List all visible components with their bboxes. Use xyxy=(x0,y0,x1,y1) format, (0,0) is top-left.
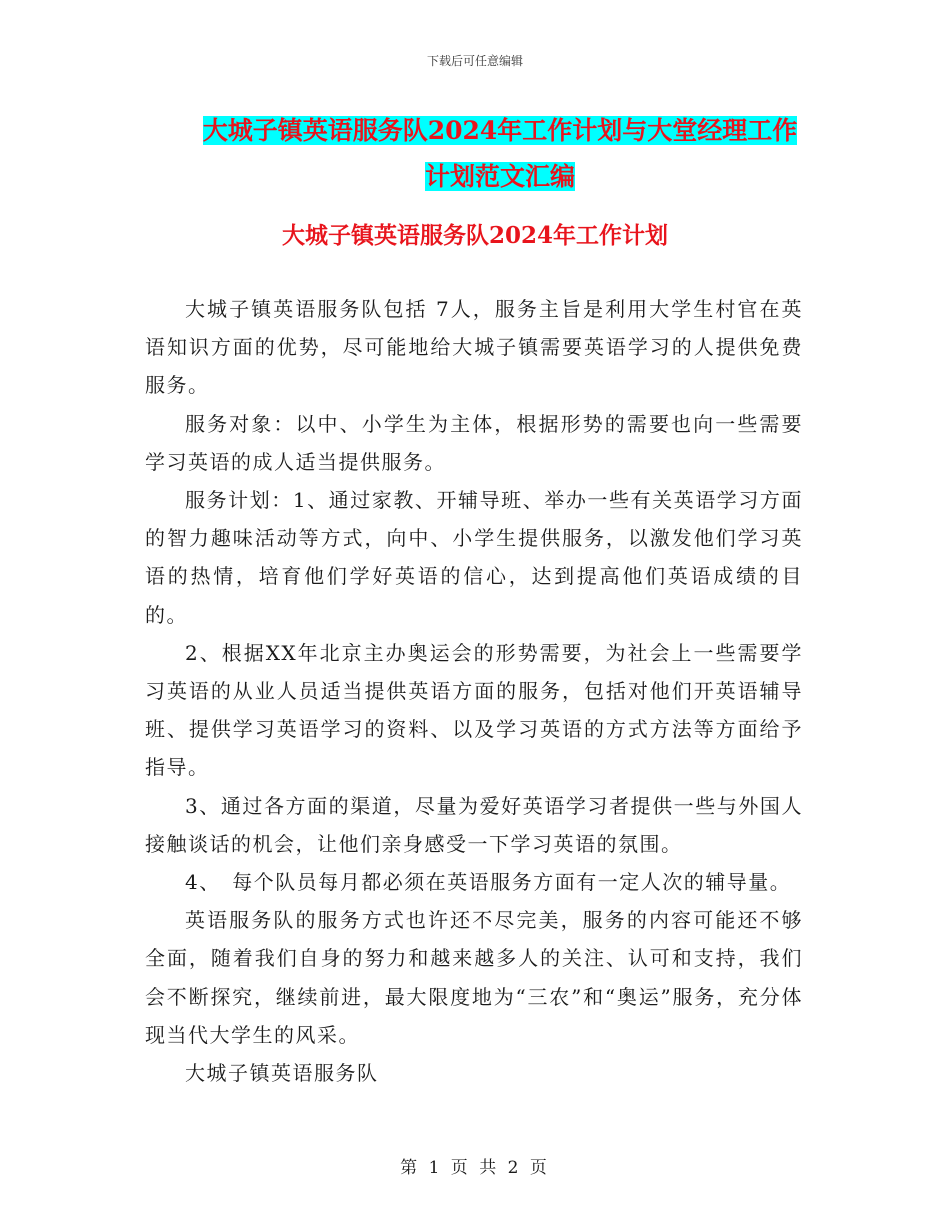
document-title-line-2: 计划范文汇编 xyxy=(424,162,575,191)
paragraph-service-plan-3: 3、通过各方面的渠道，尽量为爱好英语学习者提供一些与外国人接触谈话的机会，让他们亲身感受一下学习英语的氛围。 xyxy=(145,793,803,856)
section-heading: 大城子镇英语服务队2024年工作计划 xyxy=(281,222,668,249)
paragraph-service-plan-4: 4、 每个队员每月都必须在英语服务方面有一定人次的辅导量。 xyxy=(185,870,792,895)
page-header-note: 下载后可任意编辑 xyxy=(426,54,523,68)
paragraph-conclusion: 英语服务队的服务方式也许还不尽完美，服务的内容可能还不够全面，随着我们自身的努力和越来越多人的关注、认可和支持，我们会不断探究，继续前进，最大限度地为“三农”和“奥运”服务，充分体现当代大学生的风采。 xyxy=(145,908,803,1047)
page-number: 第 1 页 共 2 页 xyxy=(400,1158,550,1178)
paragraph-service-targets: 服务对象：以中、小学生为主体，根据形势的需要也向一些需要学习英语的成人适当提供服务。 xyxy=(145,411,803,474)
paragraph-service-plan-1: 服务计划：1、通过家教、开辅导班、举办一些有关英语学习方面的智力趣味活动等方式，向中、小学生提供服务，以激发他们学习英语的热情，培育他们学好英语的信心，达到提高他们英语成绩的目的。 xyxy=(145,488,803,627)
paragraph-service-plan-2: 2、根据XX年北京主办奥运会的形势需要，为社会上一些需要学习英语的从业人员适当提供英语方面的服务，包括对他们开英语辅导班、提供学习英语学习的资料、以及学习英语的方式方法等方面给予指导。 xyxy=(145,640,803,780)
document-body xyxy=(145,290,803,1092)
document-title-line-1: 大城子镇英语服务队2024年工作计划与大堂经理工作 xyxy=(202,116,798,145)
document-title xyxy=(140,108,860,200)
paragraph-signature: 大城子镇英语服务队 xyxy=(185,1061,379,1086)
paragraph-intro: 大城子镇英语服务队包括 7人，服务主旨是利用大学生村官在英语知识方面的优势，尽可能地给大城子镇需要英语学习的人提供免费服务。 xyxy=(145,297,803,398)
